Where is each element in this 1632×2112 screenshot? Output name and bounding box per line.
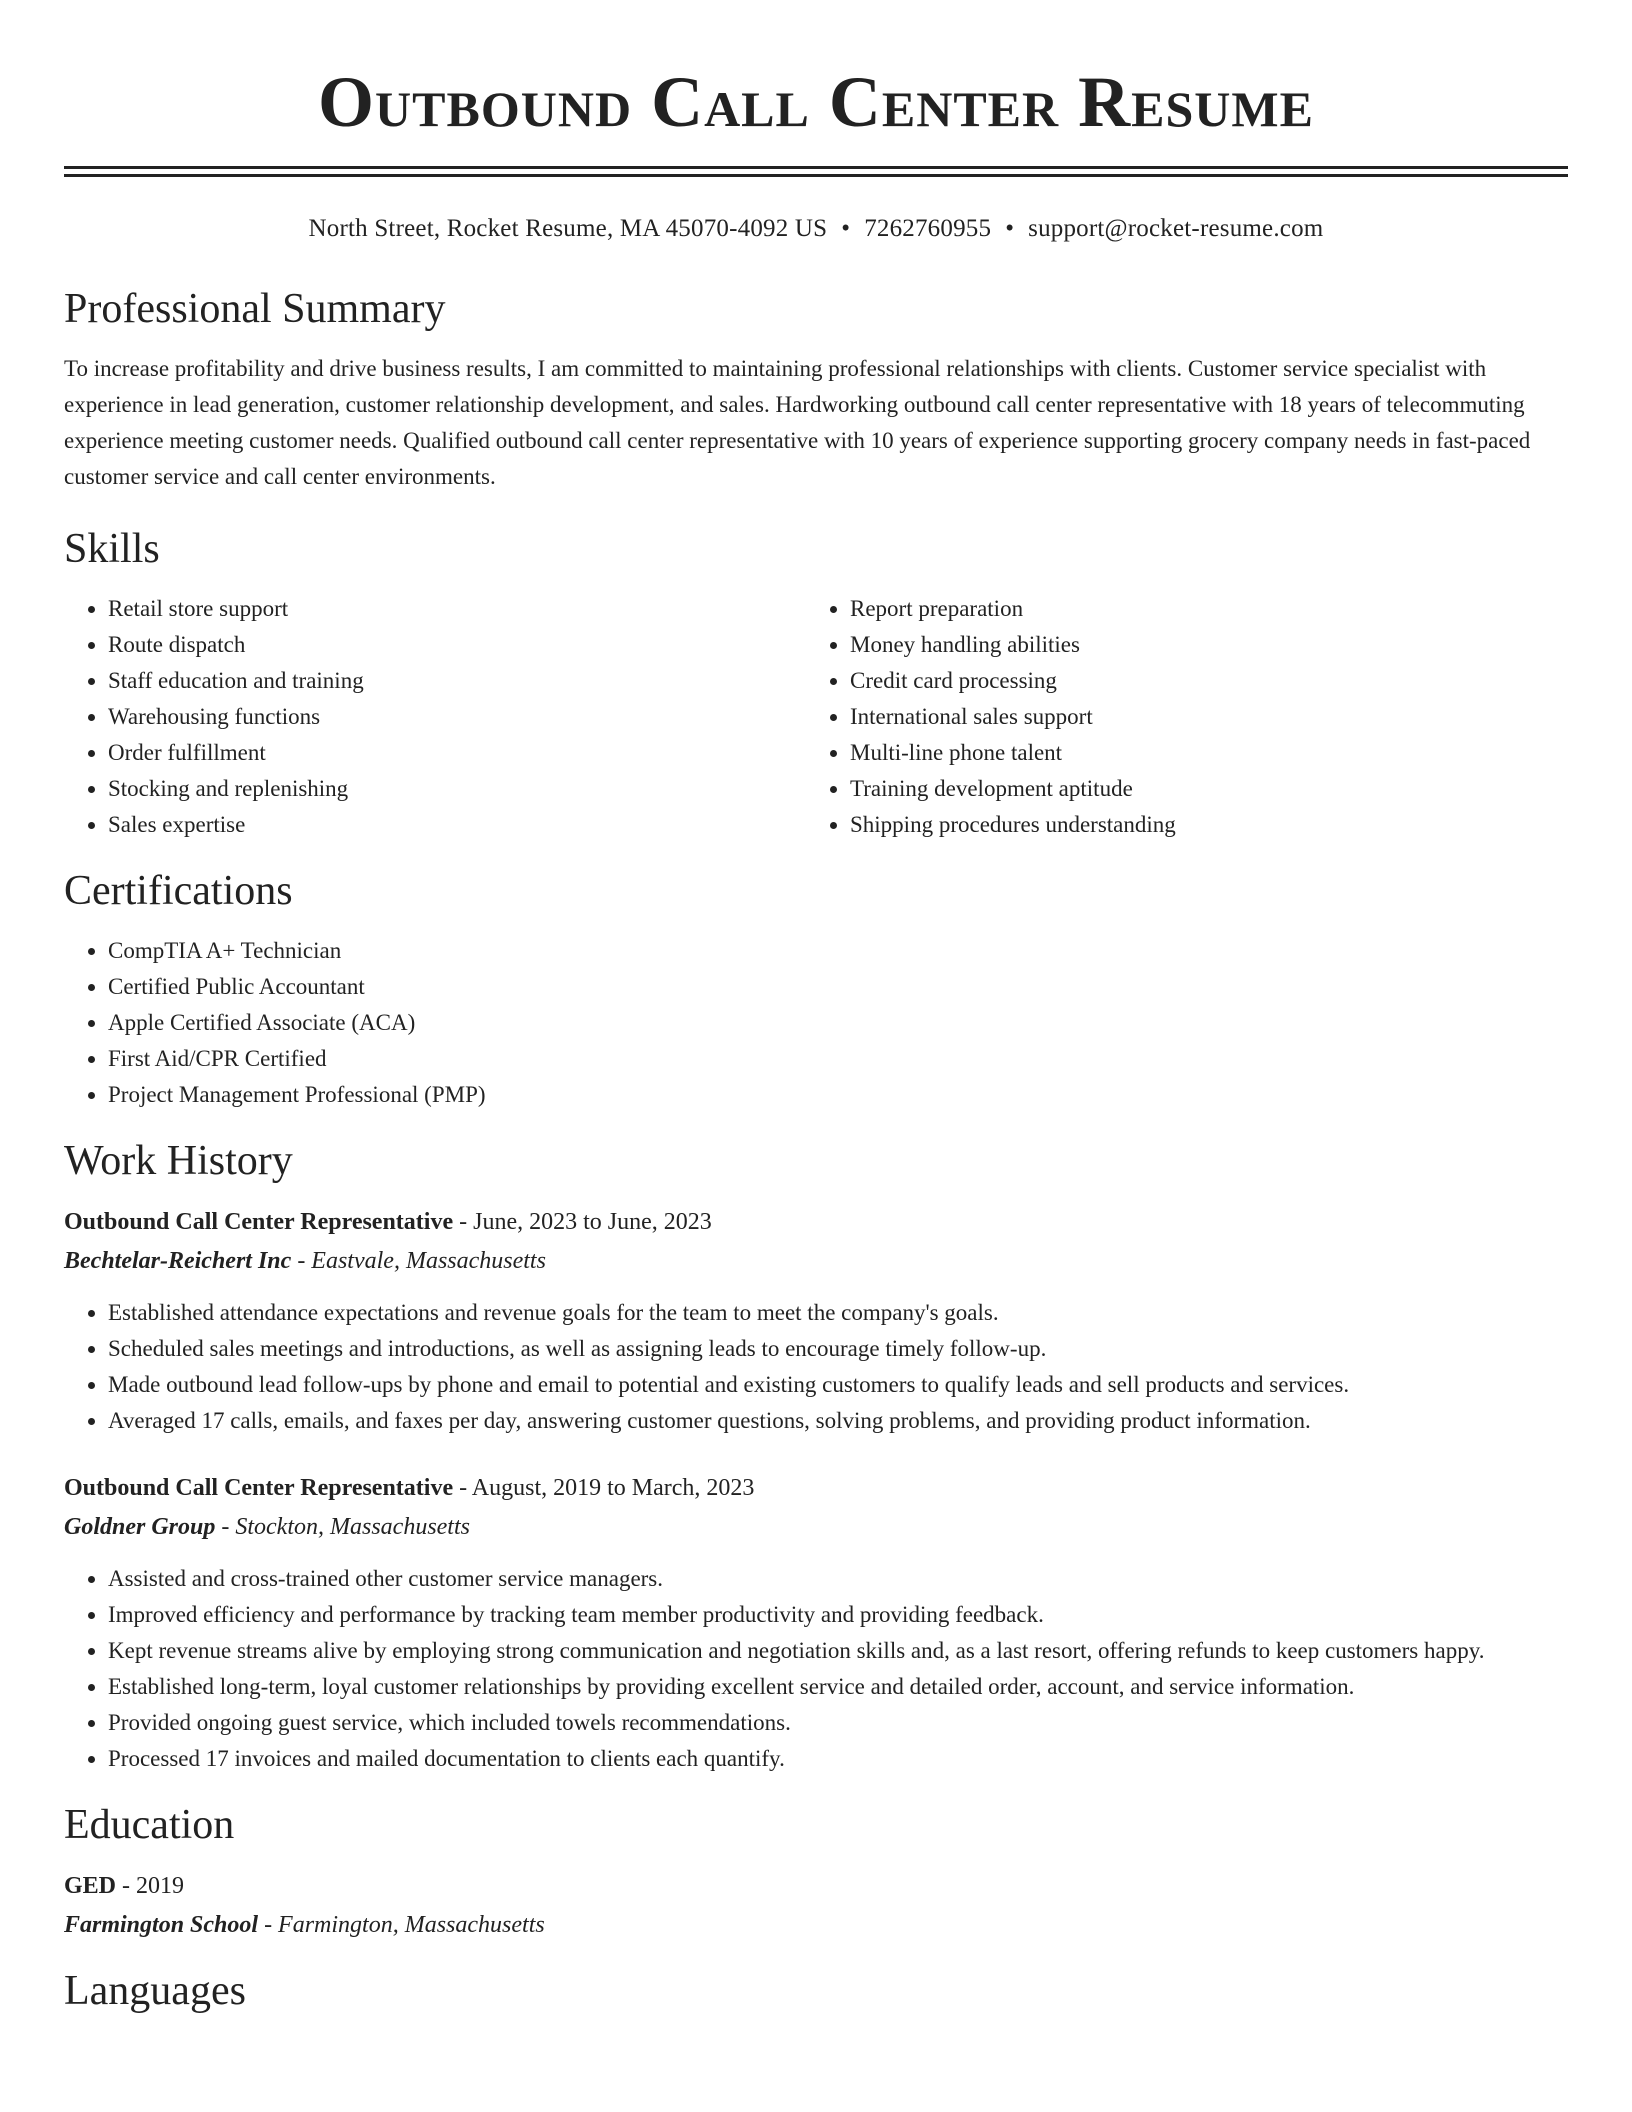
contact-address: North Street, Rocket Resume, MA 45070-4092 US	[308, 215, 828, 242]
list-item: • Made outbound lead follow-ups by phone and email to potential and existing customers to qualify leads and sell products and services.	[108, 1367, 1568, 1403]
resume-title: Outbound Call Center Resume	[318, 62, 1314, 142]
summary-heading: Professional Summary	[64, 286, 446, 332]
skills-grid	[64, 591, 1568, 843]
education-year: - 2019	[116, 1873, 185, 1899]
list-item: • Improved efficiency and performance by tracking team member productivity and providing feedback.	[108, 1597, 1568, 1633]
certifications-heading: Certifications	[64, 868, 293, 914]
list-item: • Processed 17 invoices and mailed documentation to clients each quantify.	[108, 1741, 1568, 1777]
list-item: • Assisted and cross-trained other customer service managers.	[108, 1561, 1568, 1597]
list-item: • First Aid/CPR Certified	[108, 1041, 1568, 1077]
list-item: • Shipping procedures understanding	[850, 807, 1548, 843]
title-divider	[64, 166, 1568, 177]
job-header	[64, 1203, 1568, 1241]
summary-section	[64, 283, 1568, 495]
contact-separator: •	[841, 215, 851, 242]
education-heading: Education	[64, 1802, 235, 1848]
job-company: Bechtelar-Reichert Inc	[64, 1248, 292, 1274]
contact-phone: 7262760955	[864, 215, 992, 242]
education-school-line	[64, 1905, 1568, 1945]
job-dates: - August, 2019 to March, 2023	[453, 1475, 755, 1501]
job-location: - Eastvale, Massachusetts	[291, 1248, 546, 1274]
job-entry	[64, 1203, 1568, 1439]
list-item: • Stocking and replenishing	[108, 771, 806, 807]
job-dates: - June, 2023 to June, 2023	[453, 1209, 712, 1235]
list-item: • Established long-term, loyal customer relationships by providing excellent service and detailed order, account, and service information.	[108, 1669, 1568, 1705]
list-item: • Certified Public Accountant	[108, 969, 1568, 1005]
work-history-heading: Work History	[64, 1138, 293, 1184]
certifications-section	[64, 865, 1568, 1113]
list-item: • Averaged 17 calls, emails, and faxes per day, answering customer questions, solving problems, and providing product information.	[108, 1403, 1568, 1439]
list-item: • Kept revenue streams alive by employing strong communication and negotiation skills and, as a last resort, offering refunds to keep customers happy.	[108, 1633, 1568, 1669]
list-item: • Apple Certified Associate (ACA)	[108, 1005, 1568, 1041]
list-item: • Established attendance expectations and revenue goals for the team to meet the company's goals.	[108, 1295, 1568, 1331]
education-section	[64, 1799, 1568, 1945]
skills-section	[64, 523, 1568, 843]
education-school: Farmington School	[64, 1912, 259, 1938]
job-location: - Stockton, Massachusetts	[215, 1514, 470, 1540]
job-entry	[64, 1469, 1568, 1777]
job-company-line	[64, 1241, 1568, 1281]
job-header	[64, 1469, 1568, 1507]
job-title: Outbound Call Center Representative	[64, 1209, 454, 1235]
job-company-line	[64, 1507, 1568, 1547]
list-item: • Multi-line phone talent	[850, 735, 1548, 771]
list-item: • CompTIA A+ Technician	[108, 933, 1568, 969]
work-history-section	[64, 1135, 1568, 1777]
list-item: • Order fulfillment	[108, 735, 806, 771]
list-item: • Provided ongoing guest service, which included towels recommendations.	[108, 1705, 1568, 1741]
list-item: • Money handling abilities	[850, 627, 1548, 663]
list-item: • Scheduled sales meetings and introductions, as well as assigning leads to encourage timely follow-up.	[108, 1331, 1568, 1367]
job-bullets	[64, 1561, 1568, 1777]
list-item: • Credit card processing	[850, 663, 1548, 699]
contact-separator: •	[1005, 215, 1015, 242]
list-item: • Sales expertise	[108, 807, 806, 843]
list-item: • Retail store support	[108, 591, 806, 627]
contact-line	[64, 213, 1568, 245]
list-item: • Warehousing functions	[108, 699, 806, 735]
job-company: Goldner Group	[64, 1514, 216, 1540]
education-degree: GED	[64, 1873, 117, 1899]
contact-email[interactable]: support@rocket-resume.com	[1028, 215, 1324, 242]
list-item: • Project Management Professional (PMP)	[108, 1077, 1568, 1113]
job-bullets	[64, 1295, 1568, 1439]
languages-heading: Languages	[64, 1968, 246, 2014]
list-item: • Staff education and training	[108, 663, 806, 699]
certifications-list	[64, 933, 1568, 1113]
education-degree-line	[64, 1867, 1568, 1905]
skills-list-left	[64, 591, 806, 843]
languages-section	[64, 1965, 1568, 2017]
education-location: - Farmington, Massachusetts	[258, 1912, 545, 1938]
job-title: Outbound Call Center Representative	[64, 1475, 454, 1501]
list-item: • Report preparation	[850, 591, 1548, 627]
list-item: • International sales support	[850, 699, 1548, 735]
skills-list-right	[806, 591, 1548, 843]
list-item: • Route dispatch	[108, 627, 806, 663]
summary-text: To increase profitability and drive business results, I am committed to maintaining professional relationships with clients. Customer service specialist with experience in lead generation, customer relationship development, and sales. Hardworking outbound call center representative with 18 years of telecommuting experience meeting customer needs. Qualified outbound call center representative with 10 years of experience supporting grocery company needs in fast-paced customer service and call center environments.	[64, 356, 1531, 489]
list-item: • Training development aptitude	[850, 771, 1548, 807]
skills-heading: Skills	[64, 526, 160, 572]
